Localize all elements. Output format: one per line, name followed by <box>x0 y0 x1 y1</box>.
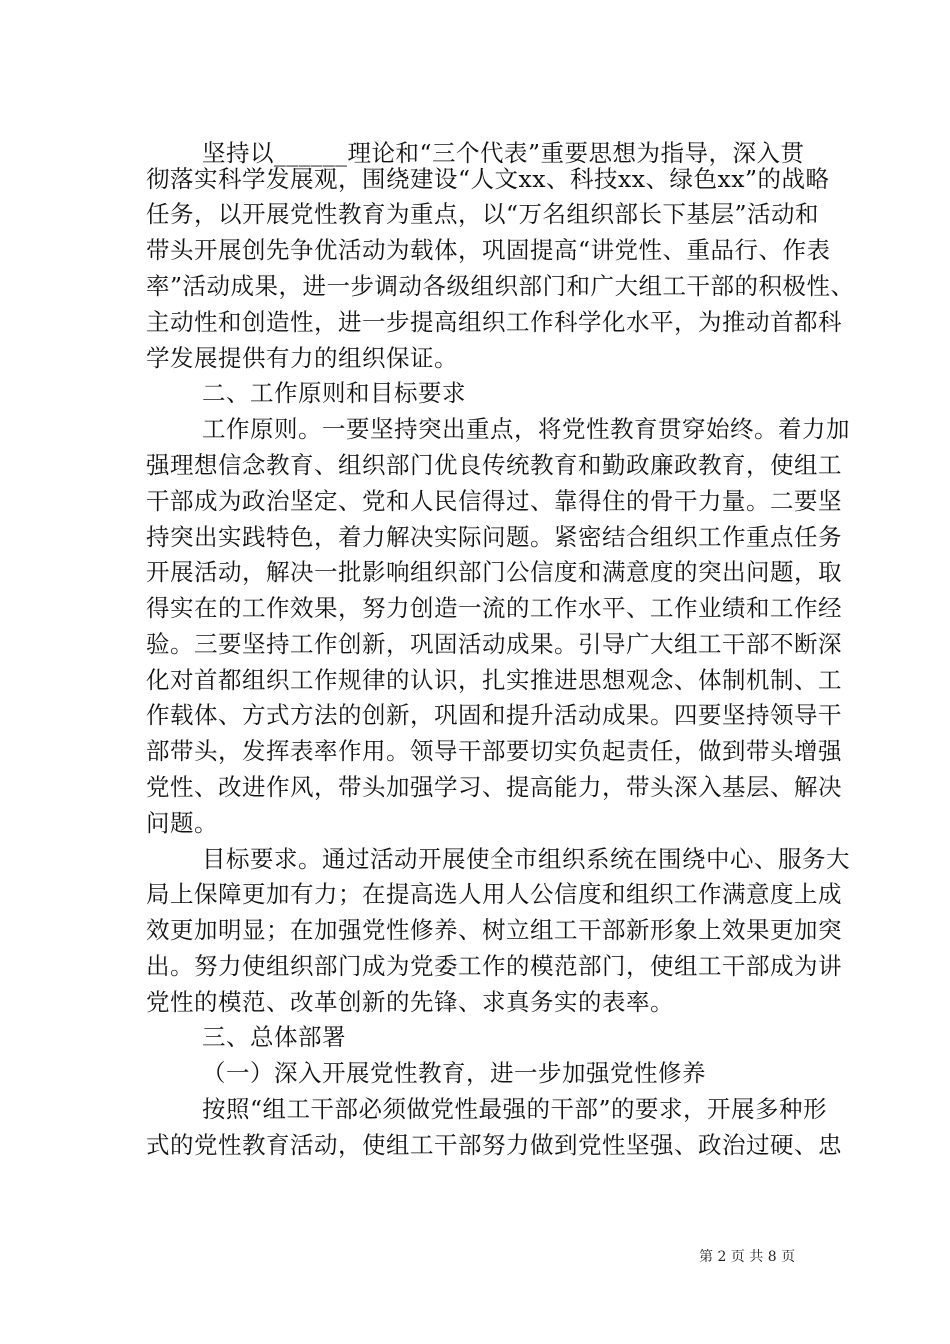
paragraph-line: 式的党性教育活动，使组工干部努力做到党性坚强、政治过硬、忠 <box>146 1131 842 1159</box>
paragraph-line: 工作原则。一要坚持突出重点，将党性教育贯穿始终。着力加 <box>202 415 850 443</box>
paragraph-line: 开展活动，解决一批影响组织部门公信度和满意度的突出问题，取 <box>146 558 842 586</box>
paragraph-line: 主动性和创造性，进一步提高组织工作科学化水平，为推动首都科 <box>146 308 842 336</box>
page-number: 第 2 页 共 8 页 <box>699 1249 796 1265</box>
paragraph-line: 问题。 <box>146 809 218 837</box>
paragraph-line: 得实在的工作效果，努力创造一流的工作水平、工作业绩和工作经 <box>146 594 842 622</box>
paragraph-line: 出。努力使组织部门成为党委工作的模范部门，使组工干部成为讲 <box>146 952 842 980</box>
paragraph-line: 党性、改进作风，带头加强学习、提高能力，带头深入基层、解决 <box>146 773 842 801</box>
paragraph-line: 验。三要坚持工作创新，巩固活动成果。引导广大组工干部不断深 <box>146 630 842 658</box>
paragraph-line: 部带头，发挥表率作用。领导干部要切实负起责任，做到带头增强 <box>146 737 842 765</box>
section-heading: 二、工作原则和目标要求 <box>202 379 466 407</box>
paragraph-line: 持突出实践特色，着力解决实际问题。紧密结合组织工作重点任务 <box>146 523 842 551</box>
paragraph-line: 率”活动成果，进一步调动各级组织部门和广大组工干部的积极性、 <box>146 272 855 300</box>
paragraph-line: 效更加明显；在加强党性修养、树立组工干部新形象上效果更加突 <box>146 916 842 944</box>
paragraph-line: 党性的模范、改革创新的先锋、求真务实的表率。 <box>146 988 674 1016</box>
subsection-heading: （一）深入开展党性教育，进一步加强党性修养 <box>202 1059 706 1087</box>
paragraph-line: 学发展提供有力的组织保证。 <box>146 344 458 372</box>
paragraph-line: 带头开展创先争优活动为载体，巩固提高“讲党性、重品行、作表 <box>146 236 831 264</box>
paragraph-line: 强理想信念教育、组织部门优良传统教育和勤政廉政教育，使组工 <box>146 451 842 479</box>
paragraph-line: 彻落实科学发展观，围绕建设“人文xx、科技xx、绿色xx”的战略 <box>146 165 830 193</box>
paragraph-line: 坚持以______理论和“三个代表”重要思想为指导，深入贯 <box>202 139 805 167</box>
paragraph-line: 化对首都组织工作规律的认识，扎实推进思想观念、体制机制、工 <box>146 666 842 694</box>
paragraph-line: 目标要求。通过活动开展使全市组织系统在围绕中心、服务大 <box>202 845 850 873</box>
paragraph-line: 任务，以开展党性教育为重点，以“万名组织部长下基层”活动和 <box>146 200 820 228</box>
paragraph-line: 按照“组工干部必须做党性最强的干部”的要求，开展多种形 <box>202 1095 828 1123</box>
paragraph-line: 作载体、方式方法的创新，巩固和提升活动成果。四要坚持领导干 <box>146 701 842 729</box>
section-heading: 三、总体部署 <box>202 1023 346 1051</box>
paragraph-line: 干部成为政治坚定、党和人民信得过、靠得住的骨干力量。二要坚 <box>146 487 842 515</box>
paragraph-line: 局上保障更加有力；在提高选人用人公信度和组织工作满意度上成 <box>146 880 842 908</box>
